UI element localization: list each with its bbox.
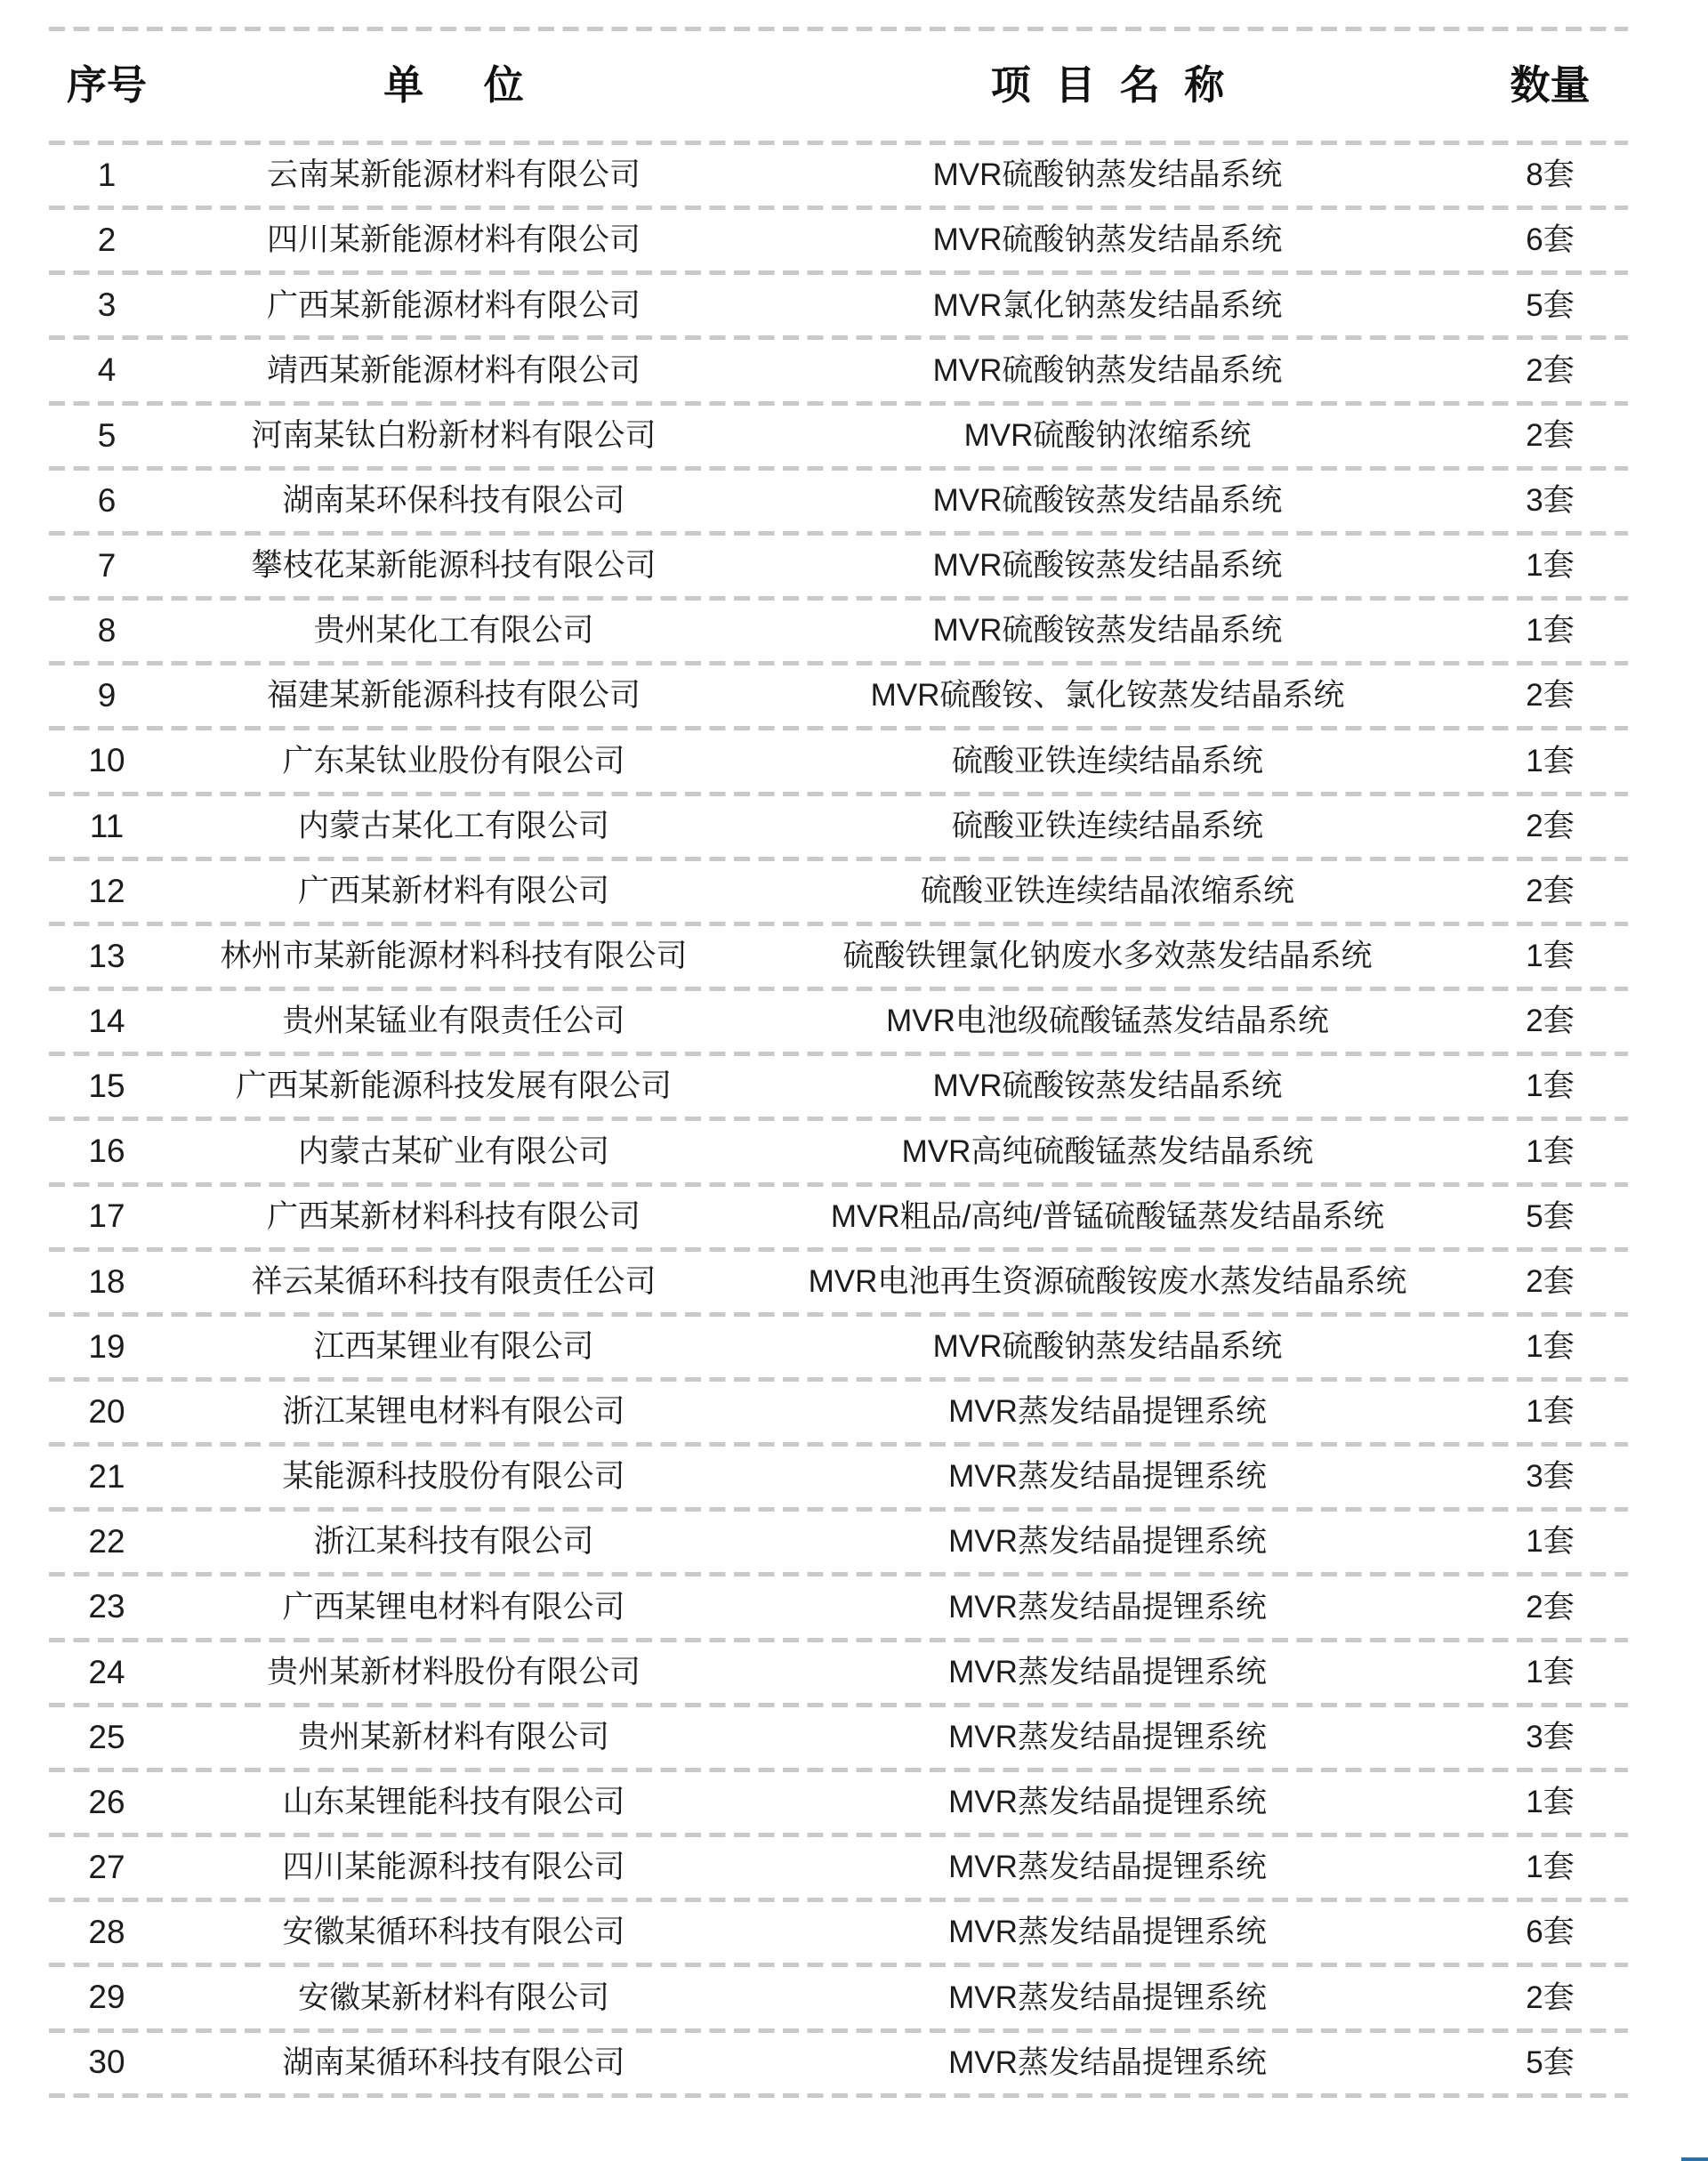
cell-qty: 1套 bbox=[1526, 613, 1575, 649]
cell-qty: 6套 bbox=[1526, 222, 1575, 258]
table-row bbox=[49, 1902, 1628, 1963]
cell-qty: 2套 bbox=[1526, 1589, 1575, 1625]
cell-qty: 1套 bbox=[1526, 1133, 1575, 1169]
cell-project: MVR蒸发结晶提锂系统 bbox=[948, 1394, 1267, 1430]
cell-index: 30 bbox=[88, 2044, 125, 2081]
header-cell-project: 项 目 名 称 bbox=[990, 62, 1225, 109]
cell-qty: 1套 bbox=[1526, 939, 1575, 974]
cell-index: 11 bbox=[89, 807, 125, 844]
cell-index: 21 bbox=[88, 1458, 125, 1496]
cell-unit: 湖南某环保科技有限公司 bbox=[282, 482, 625, 518]
table-row bbox=[49, 471, 1628, 531]
cell-qty: 1套 bbox=[1526, 1850, 1575, 1885]
cell-project: 硫酸亚铁连续结晶系统 bbox=[951, 743, 1263, 778]
header-cell-unit: 单 位 bbox=[383, 62, 524, 109]
cell-project: MVR硫酸铵蒸发结晶系统 bbox=[932, 548, 1283, 584]
cell-index: 9 bbox=[97, 677, 117, 714]
cell-project: MVR氯化钠蒸发结晶系统 bbox=[932, 287, 1283, 323]
cell-unit: 贵州某化工有限公司 bbox=[313, 613, 594, 649]
table-row bbox=[49, 1772, 1628, 1833]
table-row bbox=[49, 665, 1628, 726]
cell-qty: 3套 bbox=[1526, 1719, 1575, 1754]
cell-qty: 1套 bbox=[1526, 1068, 1575, 1104]
cell-index: 23 bbox=[88, 1588, 125, 1625]
cell-unit: 广西某新能源科技发展有限公司 bbox=[235, 1068, 672, 1104]
cell-project: MVR电池再生资源硫酸铵废水蒸发结晶系统 bbox=[808, 1263, 1407, 1299]
cell-qty: 1套 bbox=[1526, 743, 1575, 778]
cell-index: 17 bbox=[88, 1197, 125, 1235]
cell-qty: 3套 bbox=[1526, 1459, 1575, 1495]
cell-qty: 5套 bbox=[1526, 1198, 1575, 1234]
cell-project: MVR硫酸铵、氯化铵蒸发结晶系统 bbox=[870, 678, 1345, 714]
cell-project: MVR硫酸钠浓缩系统 bbox=[963, 417, 1252, 453]
cell-project: MVR硫酸铵蒸发结晶系统 bbox=[932, 1068, 1283, 1104]
cell-unit: 广西某新能源材料有限公司 bbox=[266, 287, 640, 323]
table-row bbox=[49, 796, 1628, 857]
cell-unit: 云南某新能源材料有限公司 bbox=[266, 157, 640, 193]
cell-project: 硫酸亚铁连续结晶浓缩系统 bbox=[920, 873, 1294, 908]
cell-project: MVR蒸发结晶提锂系统 bbox=[948, 1785, 1267, 1820]
bottom-right-accent-bar bbox=[1681, 2157, 1708, 2161]
table-row bbox=[49, 1512, 1628, 1572]
table-row bbox=[49, 2033, 1628, 2093]
cell-qty: 2套 bbox=[1526, 1004, 1575, 1039]
cell-unit: 广西某锂电材料有限公司 bbox=[282, 1589, 625, 1625]
cell-qty: 2套 bbox=[1526, 808, 1575, 843]
cell-qty: 1套 bbox=[1526, 1785, 1575, 1820]
table-row bbox=[49, 275, 1628, 335]
cell-index: 12 bbox=[88, 872, 125, 909]
cell-unit: 四川某新能源材料有限公司 bbox=[266, 222, 640, 258]
cell-index: 26 bbox=[88, 1783, 125, 1820]
cell-index: 7 bbox=[97, 546, 117, 584]
cell-qty: 8套 bbox=[1526, 157, 1575, 193]
cell-unit: 湖南某循环科技有限公司 bbox=[282, 2044, 625, 2080]
cell-unit: 内蒙古某化工有限公司 bbox=[297, 808, 609, 843]
cell-project: 硫酸亚铁连续结晶系统 bbox=[951, 808, 1263, 843]
table-row bbox=[49, 1642, 1628, 1703]
cell-unit: 河南某钛白粉新材料有限公司 bbox=[251, 417, 657, 453]
cell-project: MVR硫酸钠蒸发结晶系统 bbox=[932, 157, 1283, 193]
cell-qty: 5套 bbox=[1526, 287, 1575, 323]
cell-project: MVR蒸发结晶提锂系统 bbox=[948, 1589, 1267, 1625]
cell-qty: 1套 bbox=[1526, 548, 1575, 584]
table-row bbox=[49, 926, 1628, 987]
cell-qty: 3套 bbox=[1526, 482, 1575, 518]
table-row bbox=[49, 730, 1628, 791]
cell-qty: 2套 bbox=[1526, 352, 1575, 388]
cell-project: MVR蒸发结晶提锂系统 bbox=[948, 2044, 1267, 2080]
cell-qty: 1套 bbox=[1526, 1329, 1575, 1365]
table-row bbox=[49, 1382, 1628, 1442]
table-row bbox=[49, 601, 1628, 661]
cell-unit: 贵州某新材料有限公司 bbox=[297, 1719, 609, 1754]
cell-qty: 5套 bbox=[1526, 2044, 1575, 2080]
cell-index: 24 bbox=[88, 1653, 125, 1690]
cell-index: 3 bbox=[97, 286, 117, 324]
cell-index: 4 bbox=[97, 351, 117, 389]
cell-unit: 安徽某循环科技有限公司 bbox=[282, 1915, 625, 1950]
cell-qty: 2套 bbox=[1526, 1263, 1575, 1299]
cell-index: 29 bbox=[88, 1979, 125, 2016]
cell-project: MVR蒸发结晶提锂系统 bbox=[948, 1915, 1267, 1950]
cell-index: 5 bbox=[97, 416, 117, 454]
cell-index: 14 bbox=[88, 1002, 125, 1039]
cell-unit: 广东某钛业股份有限公司 bbox=[282, 743, 625, 778]
cell-project: MVR硫酸铵蒸发结晶系统 bbox=[932, 613, 1283, 649]
cell-index: 1 bbox=[97, 156, 117, 193]
cell-project: 硫酸铁锂氯化钠废水多效蒸发结晶系统 bbox=[842, 939, 1373, 974]
table-body bbox=[49, 145, 1628, 2098]
cell-project: MVR蒸发结晶提锂系统 bbox=[948, 1850, 1267, 1885]
table-row bbox=[49, 1576, 1628, 1637]
cell-project: MVR硫酸钠蒸发结晶系统 bbox=[932, 352, 1283, 388]
cell-unit: 安徽某新材料有限公司 bbox=[297, 1980, 609, 2015]
header-cell-index: 序号 bbox=[66, 62, 147, 109]
table-row bbox=[49, 991, 1628, 1052]
cell-unit: 江西某锂业有限公司 bbox=[313, 1329, 594, 1365]
cell-qty: 1套 bbox=[1526, 1654, 1575, 1689]
cell-index: 10 bbox=[88, 742, 125, 779]
cell-qty: 2套 bbox=[1526, 678, 1575, 714]
cell-unit: 广西某新材料有限公司 bbox=[297, 873, 609, 908]
cell-index: 2 bbox=[97, 222, 117, 259]
cell-project: MVR电池级硫酸锰蒸发结晶系统 bbox=[886, 1004, 1329, 1039]
cell-index: 28 bbox=[88, 1914, 125, 1951]
cell-index: 27 bbox=[88, 1849, 125, 1886]
cell-index: 8 bbox=[97, 612, 117, 649]
cell-unit: 内蒙古某矿业有限公司 bbox=[297, 1133, 609, 1169]
cell-unit: 福建某新能源科技有限公司 bbox=[266, 678, 640, 714]
reference-project-table bbox=[49, 27, 1628, 2098]
cell-unit: 浙江某科技有限公司 bbox=[313, 1524, 594, 1560]
table-row bbox=[49, 1121, 1628, 1181]
cell-unit: 贵州某新材料股份有限公司 bbox=[266, 1654, 640, 1689]
cell-index: 15 bbox=[88, 1068, 125, 1105]
table-row bbox=[49, 1707, 1628, 1768]
cell-qty: 6套 bbox=[1526, 1915, 1575, 1950]
table-row bbox=[49, 1447, 1628, 1507]
table-row bbox=[49, 1056, 1628, 1117]
table-header-row bbox=[49, 31, 1628, 141]
cell-qty: 2套 bbox=[1526, 417, 1575, 453]
cell-unit: 四川某能源科技有限公司 bbox=[282, 1850, 625, 1885]
table-row bbox=[49, 861, 1628, 922]
cell-project: MVR硫酸钠蒸发结晶系统 bbox=[932, 1329, 1283, 1365]
table-row bbox=[49, 210, 1628, 270]
cell-unit: 攀枝花某新能源科技有限公司 bbox=[251, 548, 657, 584]
cell-unit: 祥云某循环科技有限责任公司 bbox=[251, 1263, 657, 1299]
cell-project: MVR蒸发结晶提锂系统 bbox=[948, 1524, 1267, 1560]
cell-project: MVR硫酸钠蒸发结晶系统 bbox=[932, 222, 1283, 258]
cell-unit: 靖西某新能源材料有限公司 bbox=[266, 352, 640, 388]
cell-project: MVR蒸发结晶提锂系统 bbox=[948, 1459, 1267, 1495]
row-divider bbox=[49, 2093, 1628, 2098]
cell-qty: 2套 bbox=[1526, 1980, 1575, 2015]
cell-unit: 浙江某锂电材料有限公司 bbox=[282, 1394, 625, 1430]
cell-qty: 1套 bbox=[1526, 1524, 1575, 1560]
table-row bbox=[49, 1967, 1628, 2028]
table-row bbox=[49, 1252, 1628, 1312]
cell-index: 6 bbox=[97, 481, 117, 519]
cell-index: 19 bbox=[88, 1327, 125, 1365]
cell-unit: 广西某新材料科技有限公司 bbox=[266, 1198, 640, 1234]
cell-project: MVR蒸发结晶提锂系统 bbox=[948, 1980, 1267, 2015]
cell-index: 20 bbox=[88, 1392, 125, 1430]
table-row bbox=[49, 406, 1628, 466]
table-row bbox=[49, 536, 1628, 596]
cell-project: MVR蒸发结晶提锂系统 bbox=[948, 1654, 1267, 1689]
cell-index: 25 bbox=[88, 1718, 125, 1755]
cell-unit: 林州市某新能源材料科技有限公司 bbox=[220, 939, 688, 974]
cell-index: 22 bbox=[88, 1523, 125, 1560]
cell-project: MVR蒸发结晶提锂系统 bbox=[948, 1719, 1267, 1754]
cell-unit: 贵州某锰业有限责任公司 bbox=[282, 1004, 625, 1039]
cell-project: MVR粗品/高纯/普锰硫酸锰蒸发结晶系统 bbox=[830, 1198, 1385, 1234]
cell-qty: 1套 bbox=[1526, 1394, 1575, 1430]
cell-unit: 某能源科技股份有限公司 bbox=[282, 1459, 625, 1495]
header-cell-qty: 数量 bbox=[1510, 62, 1591, 109]
cell-index: 18 bbox=[88, 1262, 125, 1300]
cell-unit: 山东某锂能科技有限公司 bbox=[282, 1785, 625, 1820]
table-row bbox=[49, 340, 1628, 400]
cell-index: 13 bbox=[88, 937, 125, 974]
cell-project: MVR硫酸铵蒸发结晶系统 bbox=[932, 482, 1283, 518]
table-row bbox=[49, 145, 1628, 206]
cell-index: 16 bbox=[88, 1133, 125, 1170]
table-row bbox=[49, 1837, 1628, 1898]
cell-project: MVR高纯硫酸锰蒸发结晶系统 bbox=[901, 1133, 1314, 1169]
table-row bbox=[49, 1317, 1628, 1377]
table-row bbox=[49, 1187, 1628, 1247]
cell-qty: 2套 bbox=[1526, 873, 1575, 908]
